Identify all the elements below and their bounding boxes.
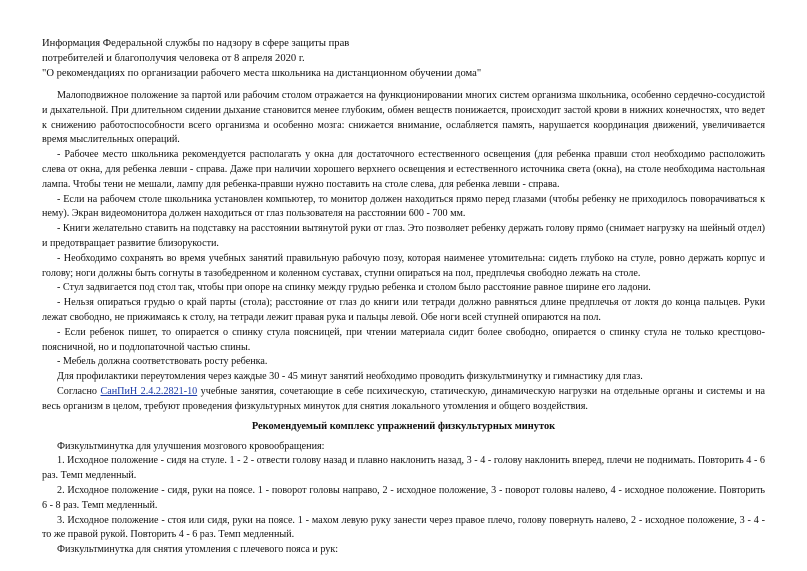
- sanpin-link[interactable]: СанПиН 2.4.2.2821-10: [100, 385, 198, 397]
- paragraph-chair: - Стул задвигается под стол так, чтобы при опоре на спинку между грудью ребенка и столом было расстояние равное ширине его ладони.: [57, 282, 651, 294]
- exercise-intro: Физкультминутка для улучшения мозгового кровообращения:: [57, 440, 325, 452]
- paragraph-prevention: Для профилактики переутомления через каждые 30 - 45 минут занятий необходимо проводить физкультминутку и гимнастику для глаз.: [57, 371, 643, 383]
- sanpin-after-text: учебные занятия, сочетающие в себе психическую, статическую, динамическую нагрузки на отдельные органы и системы и на весь организм в целом, требуют проведения физкультурных минуток для снятия локального утомления и общего воздействия.: [42, 385, 765, 412]
- paragraph-writing: - Если ребенок пишет, то опирается о спинку стула поясницей, при чтении материала сидит более свободно, опирается о спинку стула не только крестцово-поясничной, но и подлопаточной частью спины.: [42, 326, 765, 353]
- section-heading: Рекомендуемый комплекс упражнений физкультурных минуток: [251, 420, 556, 432]
- exercise-intro-2: Физкультминутка для снятия утомления с плечевого пояса и рук:: [57, 544, 339, 556]
- exercise-3: 3. Исходное положение - стоя или сидя, руки на поясе. 1 - махом левую руку занести через правое плечо, голову повернуть налево, 2 - исходное положение, 3 - 4 - то же правой рукой. Повторить 4 - 6 раз. Темп медленный.: [42, 514, 765, 541]
- paragraph-desk-edge: - Нельзя опираться грудью о край парты (стола); расстояние от глаз до книги или тетради должно равняться длине предплечья от локтя до конца пальцев. Руки лежат свободно, не прижимаясь к столу, на тетради лежит правая рука и пальцы левой. Обе ноги всей ступней опираются на пол.: [42, 297, 765, 323]
- header-line-3: "О рекомендациях по организации рабочего места школьника на дистанционном обучении дома": [42, 68, 482, 79]
- paragraph-furniture: - Мебель должна соответствовать росту ребенка.: [57, 356, 268, 368]
- paragraph-workplace-lighting: - Рабочее место школьника рекомендуется располагать у окна для достаточного естественного освещения (для ребенка правши стол необходимо расположить слева от окна, для ребенка левши - справа. Даже при наличии хорошего верхнего освещения и естественного источника света (окна), на столе необходима настольная лампа. Чтобы тени не мешали, лампу для ребенка-правши нужно поставить на столе слева, для ребенка левши - справа.: [42, 149, 765, 190]
- header-line-1: Информация Федеральной службы по надзору в сфере защиты прав: [42, 38, 350, 49]
- paragraph-sanpin: [42, 385, 765, 415]
- exercise-2: 2. Исходное положение - сидя, руки на поясе. 1 - поворот головы направо, 2 - исходное положение, 3 - поворот головы налево, 4 - исходное положение. Повторить 6 - 8 раз. Темп медленный.: [42, 484, 765, 511]
- header-line-2: потребителей и благополучия человека от 8 апреля 2020 г.: [42, 53, 305, 64]
- paragraph-intro: Малоподвижное положение за партой или рабочим столом отражается на функционировании многих систем организма школьника, особенно сердечно-сосудистой и дыхательной. При длительном сидении дыхание становится менее глубоким, обмен веществ понижается, происходит застой крови в нижних конечностях, что ведет к снижению работоспособности всего организма и особенно мозга: снижается внимание, ослабляется память, нарушается координация движений, увеличивается время мыслительных операций.: [42, 90, 765, 146]
- sanpin-before-text: Согласно: [57, 385, 101, 397]
- paragraph-books: - Книги желательно ставить на подставку на расстоянии вытянутой руки от глаз. Это позволяет ребенку держать голову прямо (снимает нагрузку на шейный отдел) и предотвращает развитие близорукости.: [42, 223, 765, 249]
- document-body: [42, 89, 765, 558]
- exercise-1: 1. Исходное положение - сидя на стуле. 1 - 2 - отвести голову назад и плавно наклонить назад, 3 - 4 - голову наклонить вперед, плечи не поднимать. Повторить 4 - 6 раз. Темп медленный.: [42, 455, 765, 482]
- paragraph-monitor: - Если на рабочем столе школьника установлен компьютер, то монитор должен находиться прямо перед глазами (чтобы ребенку не приходилось поворачиваться к нему). Экран видеомонитора должен находиться от глаз пользователя на расстоянии 600 - 700 мм.: [42, 193, 765, 220]
- paragraph-posture: - Необходимо сохранять во время учебных занятий правильную рабочую позу, которая наименее утомительна: сидеть глубоко на стуле, ровно держать корпус и голову; ноги должны быть согнуты в тазобедренном и коленном суставах, ступни опираться на пол, предплечья свободно лежать на столе.: [42, 252, 765, 279]
- document-header: [42, 36, 765, 81]
